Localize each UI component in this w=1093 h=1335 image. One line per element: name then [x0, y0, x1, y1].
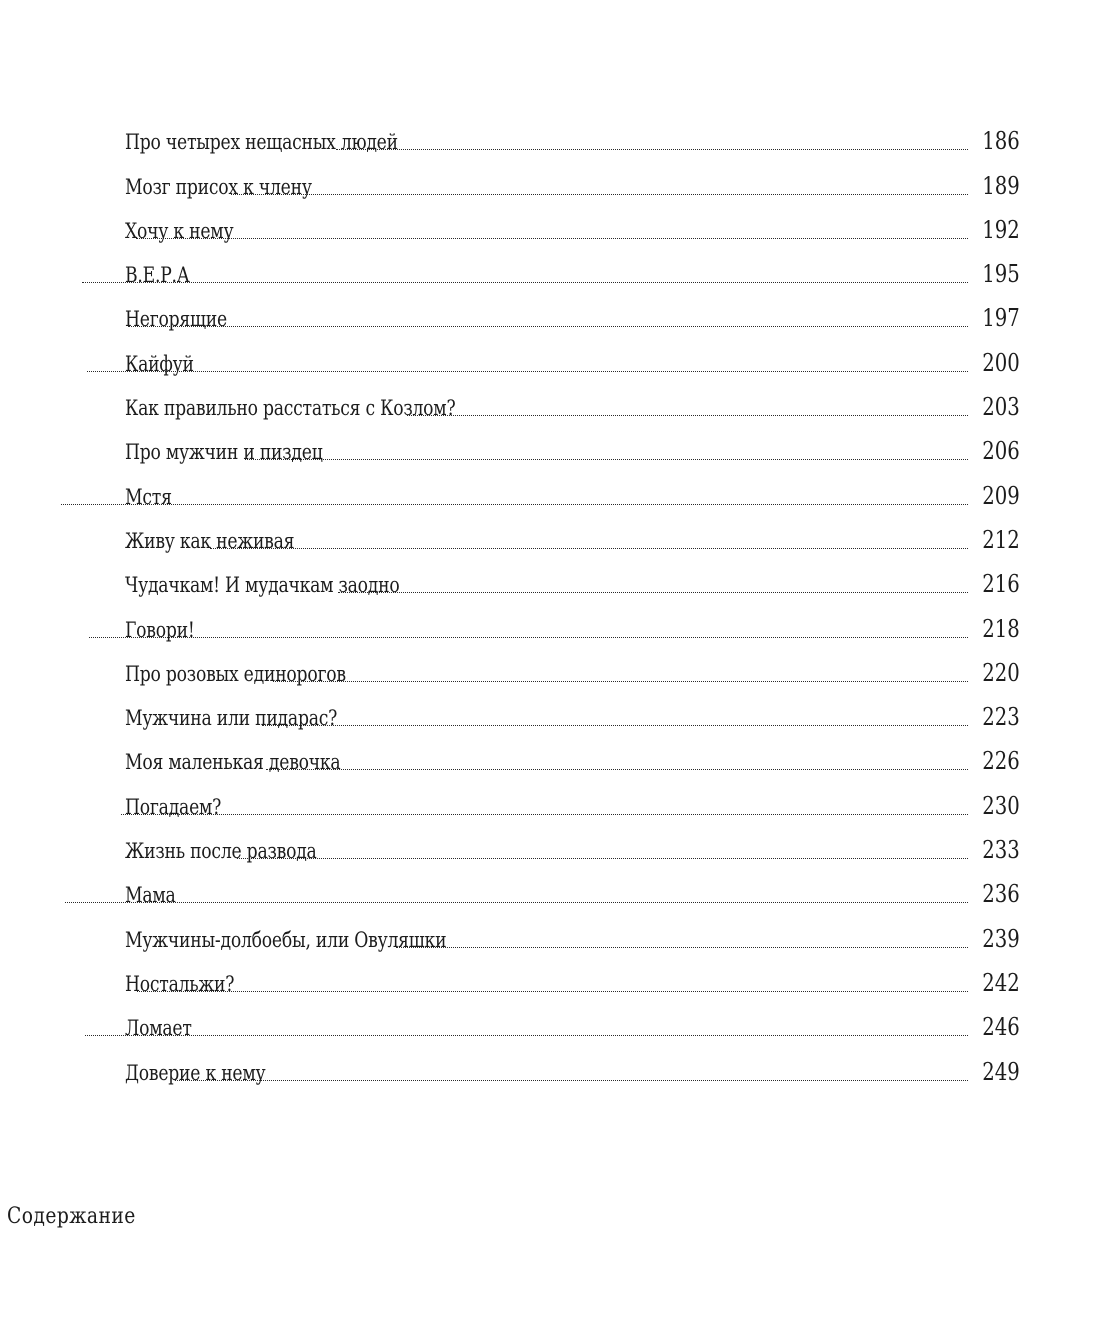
toc-entry [125, 556, 1020, 600]
dot-leader [262, 725, 968, 726]
toc-entry [125, 822, 1020, 866]
toc-entry [125, 866, 1020, 910]
dot-leader [128, 326, 968, 327]
toc-entry-title: Ностальжи? [125, 971, 235, 996]
toc-entry-page: 216 [982, 570, 1020, 599]
toc-entry-page: 220 [982, 658, 1020, 687]
dot-leader [245, 459, 969, 460]
toc-entry-title: Живу как неживая [125, 528, 295, 553]
toc-entry-page: 239 [982, 924, 1020, 953]
toc-entry-page: 242 [982, 968, 1020, 997]
toc-entry-title: Погадаем? [125, 794, 222, 819]
dot-leader [273, 681, 968, 682]
toc-entry-page: 203 [982, 393, 1020, 422]
toc-entry-page: 189 [982, 171, 1020, 200]
toc-entry-title: Мужчины-долбоебы, или Овуляшки [125, 927, 447, 952]
toc-entry-title: Жизнь после развода [125, 839, 317, 864]
toc-entry [125, 246, 1020, 290]
toc-entry-page: 197 [982, 304, 1020, 333]
toc-entry-title: Ломает [125, 1016, 192, 1041]
toc-entry [125, 910, 1020, 954]
toc-entry-page: 195 [982, 260, 1020, 289]
toc-entry-title: Мстя [125, 484, 172, 509]
toc-entry-page: 236 [982, 880, 1020, 909]
toc-entry [125, 645, 1020, 689]
dot-leader [175, 1080, 968, 1081]
toc-entry-title: Чудачкам! И мудачкам заодно [125, 573, 400, 598]
toc-entry [125, 157, 1020, 201]
toc-entry [125, 202, 1020, 246]
dot-leader [136, 238, 968, 239]
toc-entry [125, 999, 1020, 1043]
table-of-contents [125, 113, 1020, 1088]
toc-entry-page: 230 [982, 791, 1020, 820]
dot-leader [85, 1035, 968, 1036]
toc-entry-page: 200 [982, 348, 1020, 377]
dot-leader [61, 504, 969, 505]
toc-entry-title: Хочу к нему [125, 218, 234, 243]
dot-leader [82, 282, 968, 283]
dot-leader [87, 371, 968, 372]
toc-entry-page: 212 [982, 525, 1020, 554]
toc-entry-page: 192 [982, 215, 1020, 244]
toc-entry [125, 955, 1020, 999]
dot-leader [210, 548, 968, 549]
dot-leader [65, 902, 968, 903]
toc-entry [125, 334, 1020, 378]
toc-entry-page: 249 [982, 1057, 1020, 1086]
dot-leader [137, 991, 968, 992]
dot-leader [237, 858, 968, 859]
toc-entry-title: Про четырех нещасных людей [125, 130, 398, 155]
toc-entry-title: Мужчина или пидарас? [125, 706, 338, 731]
toc-entry-title: Моя маленькая девочка [125, 750, 341, 775]
toc-entry-page: 226 [982, 747, 1020, 776]
toc-entry [125, 600, 1020, 644]
toc-entry-page: 223 [982, 703, 1020, 732]
section-footer-label: Содержание [7, 1204, 136, 1229]
toc-entry-page: 206 [982, 437, 1020, 466]
toc-entry [125, 379, 1020, 423]
toc-entry-page: 218 [982, 614, 1020, 643]
dot-leader [231, 194, 968, 195]
toc-entry-title: Доверие к нему [125, 1060, 266, 1085]
dot-leader [89, 637, 969, 638]
toc-entry-title: Мама [125, 883, 176, 908]
dot-leader [121, 814, 968, 815]
toc-entry-page: 186 [982, 127, 1020, 156]
toc-entry-title: Про мужчин и пиздец [125, 440, 323, 465]
toc-entry-title: Мозг присох к члену [125, 174, 312, 199]
toc-entry-title: Кайфуй [125, 351, 194, 376]
dot-leader [407, 415, 969, 416]
toc-entry-title: Про розовых единорогов [125, 661, 346, 686]
toc-entry-title: Как правильно расстаться с Козлом? [125, 396, 456, 421]
toc-entry-title: Говори! [125, 617, 195, 642]
toc-entry-page: 246 [982, 1013, 1020, 1042]
toc-entry [125, 423, 1020, 467]
toc-entry [125, 689, 1020, 733]
toc-entry [125, 512, 1020, 556]
toc-entry [125, 733, 1020, 777]
toc-entry-page: 209 [982, 481, 1020, 510]
dot-leader [266, 769, 968, 770]
toc-entry [125, 467, 1020, 511]
toc-entry [125, 290, 1020, 334]
dot-leader [396, 947, 969, 948]
toc-entry-title: В.Е.Р.А [125, 263, 190, 288]
toc-entry [125, 1043, 1020, 1087]
dot-leader [338, 592, 968, 593]
toc-entry [125, 113, 1020, 157]
toc-entry-title: Негорящие [125, 307, 227, 332]
toc-entry [125, 777, 1020, 821]
toc-entry-page: 233 [982, 836, 1020, 865]
dot-leader [336, 149, 968, 150]
